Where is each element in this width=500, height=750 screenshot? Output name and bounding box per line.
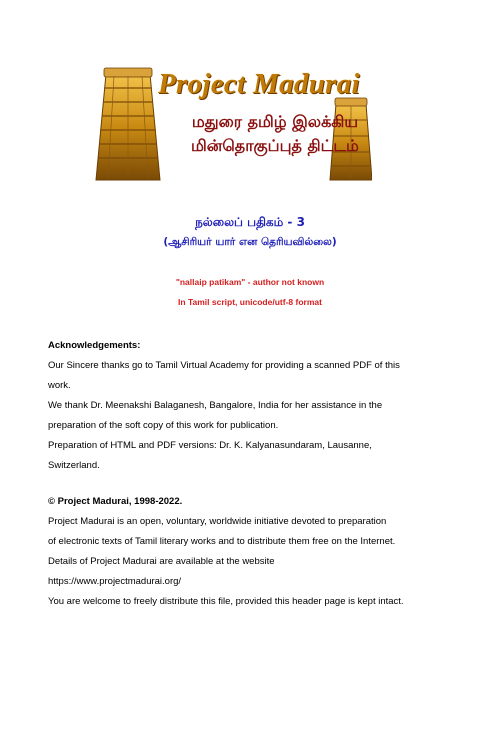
work-title-english: "nallaip patikam" - author not known bbox=[175, 277, 325, 287]
work-title-tamil: நல்லைப் பதிகம் - 3 bbox=[195, 215, 305, 229]
project-line: Details of Project Madurai are available at the website bbox=[48, 556, 275, 567]
banner-tamil-line-2: மின்தொகுப்புத் திட்டம் bbox=[191, 136, 359, 155]
banner-title: Project Madurai bbox=[158, 68, 360, 100]
acknowledgements-line: Preparation of HTML and PDF versions: Dr. K. Kalyanasundaram, Lausanne, bbox=[48, 440, 372, 451]
work-author-tamil: (ஆசிரியர் யார் என தெரியவில்லை) bbox=[163, 236, 337, 248]
project-line: You are welcome to freely distribute this file, provided this header page is kept intact. bbox=[48, 596, 404, 607]
website-link[interactable]: https://www.projectmadurai.org/ bbox=[48, 576, 182, 587]
project-madurai-section bbox=[48, 492, 468, 612]
acknowledgements-section bbox=[48, 336, 468, 476]
project-line: Project Madurai is an open, voluntary, worldwide initiative devoted to preparation bbox=[48, 516, 387, 527]
work-format: In Tamil script, unicode/utf-8 format bbox=[178, 297, 322, 307]
project-madurai-banner bbox=[92, 66, 372, 182]
acknowledgements-line: Switzerland. bbox=[48, 460, 100, 471]
acknowledgements-line: Our Sincere thanks go to Tamil Virtual Academy for providing a scanned PDF of this bbox=[48, 360, 400, 371]
acknowledgements-line: preparation of the soft copy of this work for publication. bbox=[48, 420, 279, 431]
banner-tamil-line-1: மதுரை தமிழ் இலக்கிய bbox=[191, 112, 359, 131]
acknowledgements-line: We thank Dr. Meenakshi Balaganesh, Bangalore, India for her assistance in the bbox=[48, 400, 383, 411]
project-line: of electronic texts of Tamil literary works and to distribute them free on the Internet. bbox=[48, 536, 396, 547]
acknowledgements-line: work. bbox=[48, 380, 71, 391]
acknowledgements-heading: Acknowledgements: bbox=[48, 340, 141, 351]
copyright-heading: © Project Madurai, 1998-2022. bbox=[48, 496, 183, 507]
